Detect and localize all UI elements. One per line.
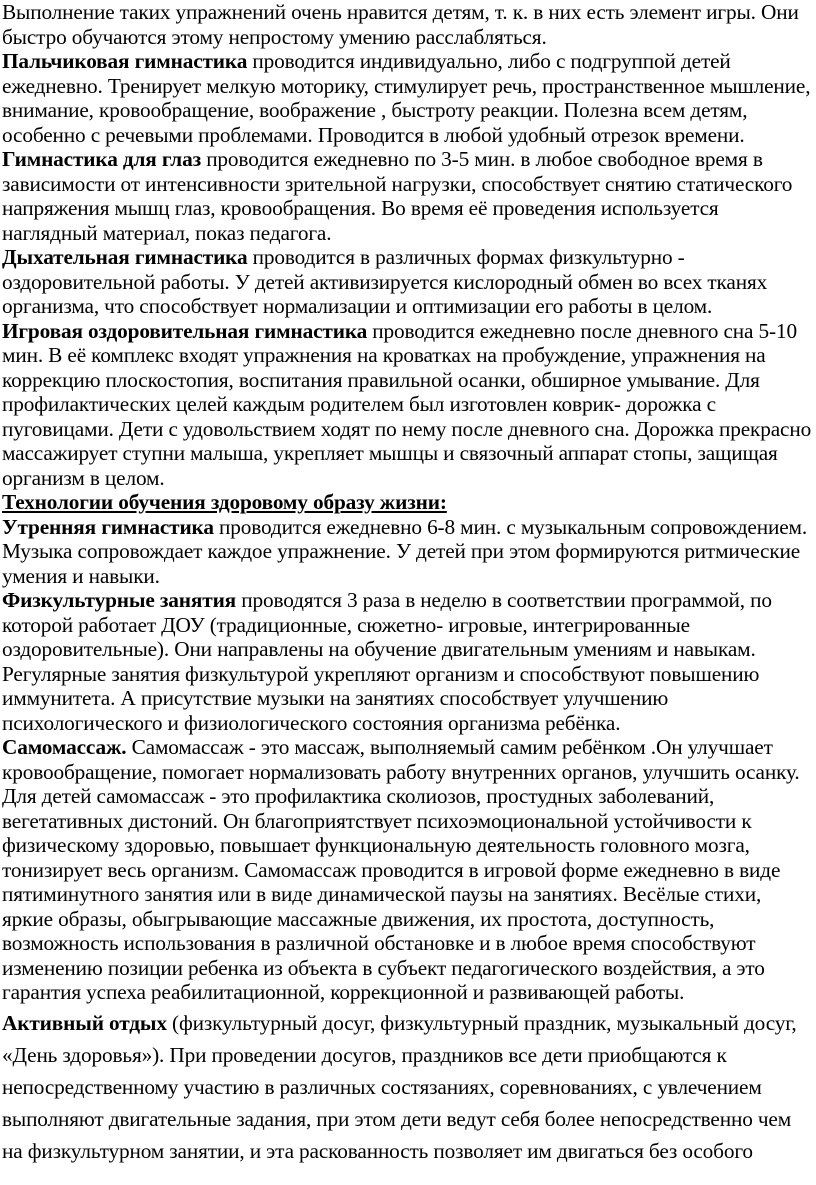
- finger-gymnastics-text: проводится индивидуально, либо с подгруппой детей ежедневно. Тренирует мелкую моторику, стимулирует речь, пространственное мышление, внимание, кровообращение, воображение , быстроту реакции. Полезна всем детям, особенно с речевыми проблемами. Проводится в любой удобный отрезок времени.: [2, 49, 811, 147]
- paragraph-finger-gymnastics: [2, 49, 814, 147]
- breathing-gymnastics-title: Дыхательная гимнастика: [2, 245, 248, 269]
- active-rest-title: Активный отдых: [2, 1010, 167, 1035]
- active-rest-text: (физкультурный досуг, физкультурный праздник, музыкальный досуг, «День здоровья»). При проведении досугов, праздников все дети приобщаются к непосредственному участию в различных состязаниях, соревнованиях, с увлечением выполняют двигательные задания, при этом дети ведут себя более непосредственно чем на физкультурном занятии, и эта раскованность позволяет им двигаться без особого: [2, 1010, 797, 1163]
- paragraph-game-gymnastics: [2, 319, 814, 491]
- finger-gymnastics-title: Пальчиковая гимнастика: [2, 49, 248, 73]
- document-page: [2, 0, 814, 1167]
- game-gymnastics-title: Игровая оздоровительная гимнастика: [2, 318, 368, 343]
- section-heading: Технологии обучения здоровому образу жизни:: [2, 490, 447, 514]
- paragraph-eye-gymnastics: [2, 147, 814, 245]
- paragraph-pe-classes: [2, 588, 814, 735]
- paragraph-morning-gymnastics: [2, 515, 814, 589]
- paragraph-self-massage: [2, 735, 814, 1005]
- game-gymnastics-text: проводится ежедневно после дневного сна 5-10 мин. В её комплекс входят упражнения на кроватках на пробуждение, упражнения на коррекцию плоскостопия, воспитания правильной осанки, обширное умывание. Для профилактических целей каждым родителем был изготовлен коврик- дорожка с пуговицами. Дети с удовольствием ходят по нему после дневного сна. Дорожка прекрасно массажирует ступни малыша, укрепляет мышцы и связочный аппарат стопы, защищая организм в целом.: [2, 318, 812, 490]
- pe-classes-title: Физкультурные занятия: [2, 588, 237, 612]
- self-massage-text: Самомассаж - это массаж, выполняемый самим ребёнком .Он улучшает кровообращение, помогает нормализовать работу внутренних органов, улучшить осанку. Для детей самомассаж - это профилактика сколиозов, простудных заболеваний, вегетативных дистоний. Он благоприятствует психоэмоциональной устойчивости к физическому здоровью, повышает функциональную деятельность головного мозга, тонизирует весь организм. Самомассаж проводится в игровой форме ежедневно в виде пятиминутного занятия или в виде динамической паузы на занятиях. Весёлые стихи, яркие образы, обыгрывающие массажные движения, их простота, доступность, возможность использования в различной обстановке и в любое время способствуют изменению позиции ребенка из объекта в субъект педагогического воздействия, а это гарантия успеха реабилитационной, коррекционной и развивающей работы.: [2, 735, 800, 1004]
- eye-gymnastics-title: Гимнастика для глаз: [2, 147, 202, 171]
- breathing-gymnastics-text: проводится в различных формах физкультурно - оздоровительной работы. У детей активизируется кислородный обмен во всех тканях организма, что способствует нормализации и оптимизации его работы в целом.: [2, 245, 768, 318]
- eye-gymnastics-text: проводится ежедневно по 3-5 мин. в любое свободное время в зависимости от интенсивности зрительной нагрузки, способствует снятию статического напряжения мышц глаз, кровообращения. Во время её проведения используется наглядный материал, показ педагога.: [2, 147, 793, 245]
- pe-classes-text: проводятся 3 раза в неделю в соответствии программой, по которой работает ДОУ (традиционные, сюжетно- игровые, интегрированные оздоровительные). Они направлены на обучение двигательным умениям и навыкам. Регулярные занятия физкультурой укрепляют организм и способствуют повышению иммунитета. А присутствие музыки на занятиях способствует улучшению психологического и физиологического состояния организма ребёнка.: [2, 588, 772, 735]
- paragraph-intro: [2, 0, 814, 49]
- paragraph-active-rest: [2, 1007, 814, 1167]
- morning-gymnastics-text: проводится ежедневно 6-8 мин. с музыкальным сопровождением. Музыка сопровождает каждое упражнение. У детей при этом формируются ритмические умения и навыки.: [2, 514, 808, 588]
- self-massage-title: Самомассаж.: [2, 735, 127, 759]
- intro-text: Выполнение таких упражнений очень нравится детям, т. к. в них есть элемент игры. Они быстро обучаются этому непростому умению расслабляться.: [2, 0, 799, 49]
- morning-gymnastics-title: Утренняя гимнастика: [2, 514, 214, 539]
- paragraph-breathing-gymnastics: [2, 245, 814, 319]
